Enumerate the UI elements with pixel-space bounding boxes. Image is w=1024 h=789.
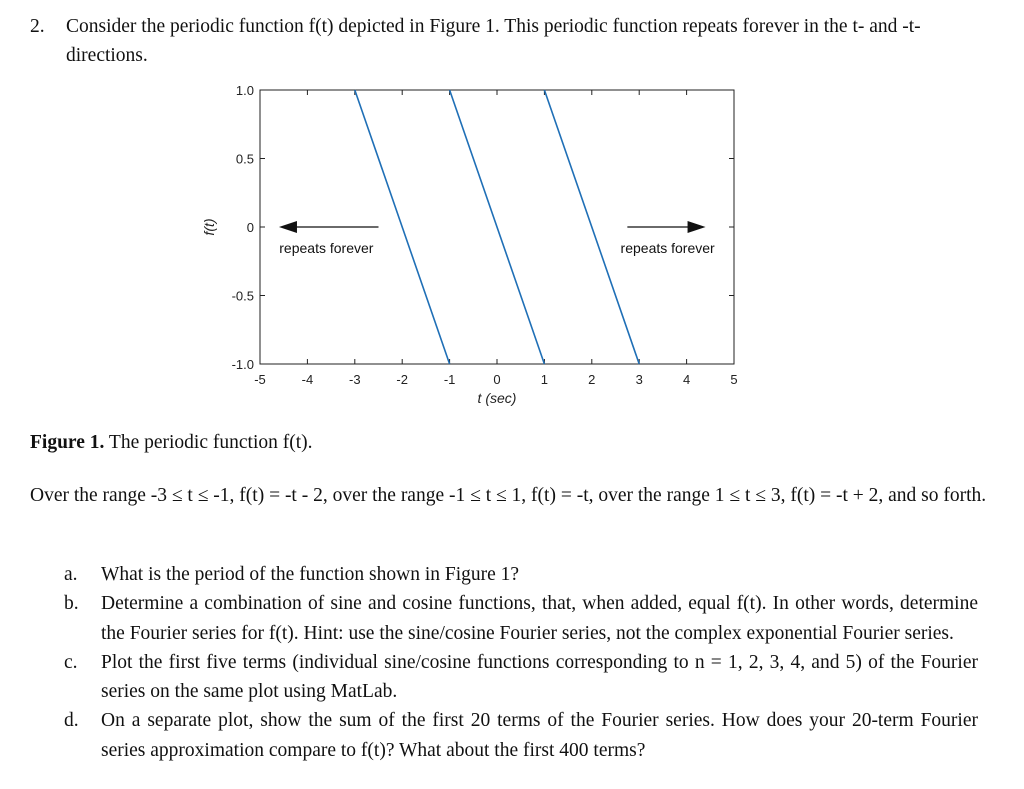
x-tick-label: -2 (396, 372, 408, 387)
problem-text: Consider the periodic function f(t) depicted in Figure 1. This periodic function repeats forever in the t- and -t-directions. (66, 16, 921, 66)
question-text: Determine a combination of sine and cosine functions, that, when added, equal f(t). In other words, determine the Fourier series for f(t). Hint: use the sine/cosine Fourier series, not the complex exponential Fourier series. (101, 593, 978, 644)
question-label: c. (64, 651, 78, 673)
range-description: Over the range -3 ≤ t ≤ -1, f(t) = -t - 2, over the range -1 ≤ t ≤ 1, f(t) = -t, over the range 1 ≤ t ≤ 3, f(t) = -t + 2, and so forth. (30, 485, 987, 506)
question-label: a. (64, 564, 78, 585)
question-d (64, 706, 978, 765)
plot-ticks (232, 83, 738, 387)
data-segment (450, 90, 545, 364)
data-segment (544, 90, 639, 364)
question-b (64, 589, 978, 648)
caption-label: Figure 1. (30, 432, 105, 453)
question-label: b. (64, 593, 79, 615)
right-arrow-icon (688, 221, 706, 233)
x-axis-label: t (sec) (477, 390, 517, 406)
x-tick-label: 4 (682, 372, 691, 387)
question-label: d. (64, 710, 79, 732)
question-a (64, 560, 978, 589)
x-tick-label: -1 (443, 372, 456, 387)
x-tick-label: -4 (301, 372, 314, 387)
y-tick-label: -0.5 (231, 288, 254, 304)
annotation-left-label: repeats forever (279, 240, 374, 257)
plot-lines (355, 90, 639, 364)
problem-number: 2. (30, 16, 45, 37)
left-arrow-icon (279, 221, 297, 233)
question-text: Plot the first five terms (individual sine/cosine functions corresponding to n = 1, 2, 3, 4, and 5) of the Fourier series on the same plot using MatLab. (101, 651, 978, 703)
y-tick-label: 1.0 (235, 83, 254, 98)
problem-statement (30, 12, 990, 70)
x-tick-label: 0 (493, 372, 501, 387)
question-c (64, 648, 978, 707)
question-text: What is the period of the function shown in Figure 1? (101, 564, 520, 585)
x-tick-label: 3 (635, 372, 643, 387)
y-axis-label: f(t) (201, 218, 217, 236)
question-text: On a separate plot, show the sum of the first 20 terms of the Fourier series. How does your 20-term Fourier series approximation compare to f(t)? What about the first 400 terms? (101, 710, 978, 761)
x-tick-label: -5 (254, 372, 266, 387)
y-tick-label: 0.5 (235, 151, 254, 167)
caption-text: The periodic function f(t). (108, 432, 313, 453)
x-tick-label: 1 (540, 372, 549, 387)
question-list (64, 560, 978, 765)
annotation-right-label: repeats forever (620, 240, 715, 257)
figure-1-chart (196, 80, 756, 420)
y-tick-label: -1.0 (231, 357, 254, 372)
x-tick-label: 5 (730, 372, 738, 387)
y-tick-label: 0 (246, 220, 254, 235)
figure-caption (30, 432, 313, 454)
x-tick-label: -3 (349, 372, 361, 387)
x-tick-label: 2 (588, 372, 596, 387)
